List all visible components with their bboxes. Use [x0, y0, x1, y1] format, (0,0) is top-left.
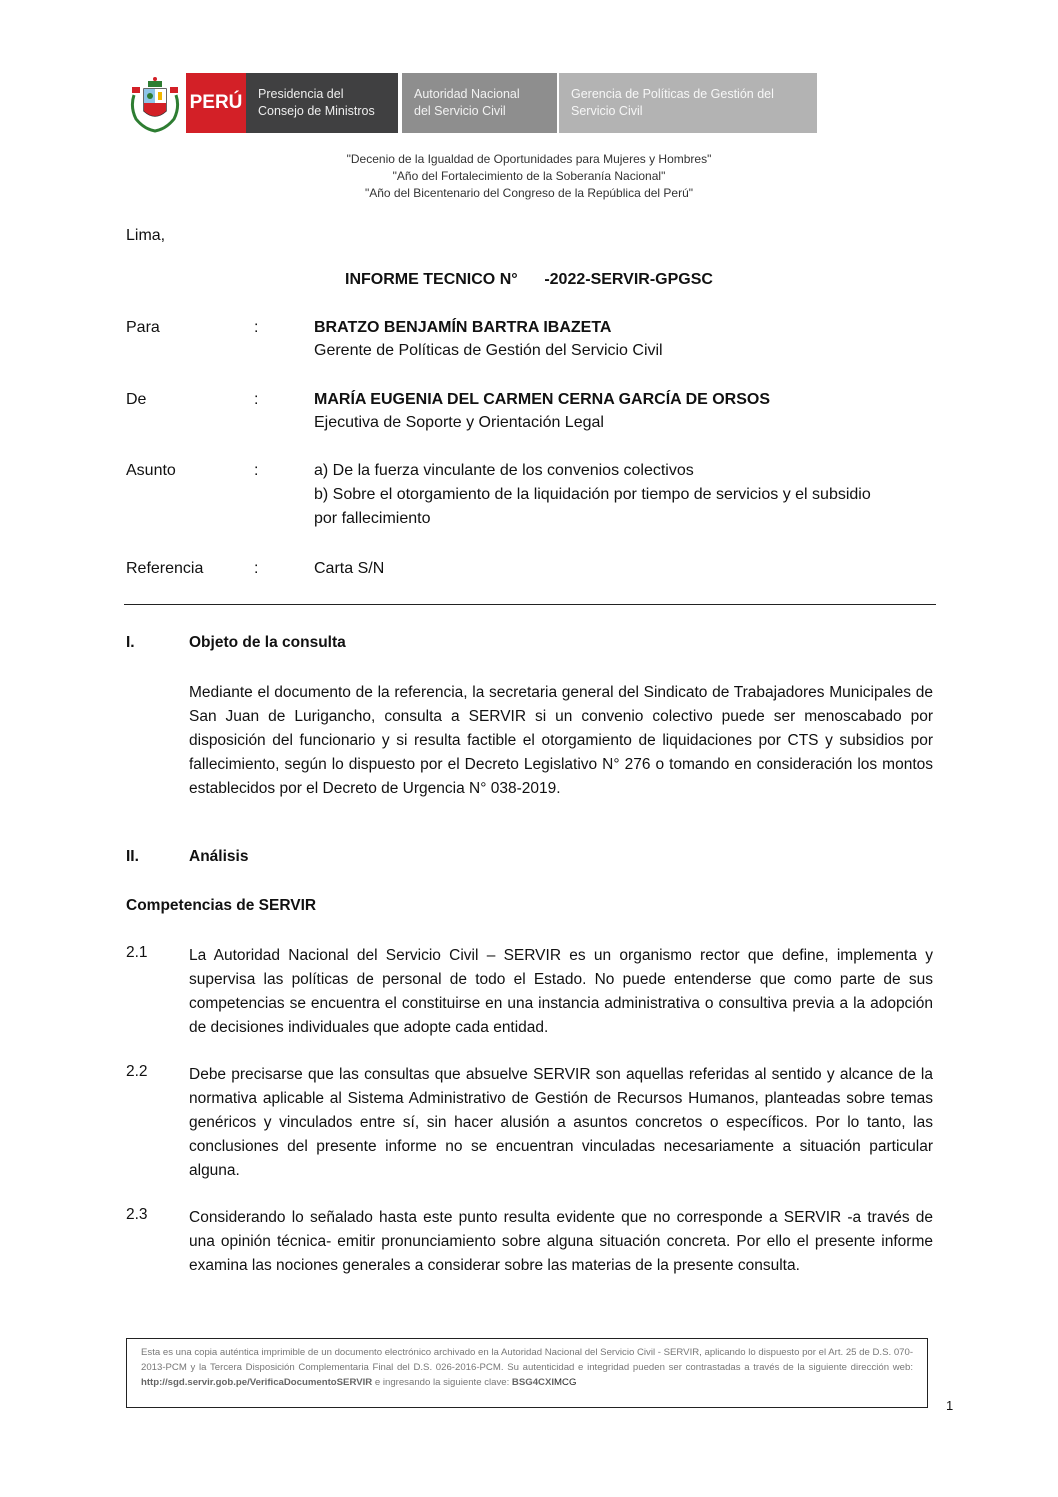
header-block-line: Presidencia del	[258, 87, 344, 101]
page-number: 1	[946, 1398, 954, 1413]
divider	[124, 604, 936, 605]
motto-line: "Decenio de la Igualdad de Oportunidades para Mujeres y Hombres"	[346, 152, 712, 166]
field-colon: :	[254, 319, 259, 336]
coat-of-arms-icon	[128, 73, 182, 133]
notice-text: e ingresando la siguiente clave:	[372, 1377, 512, 1388]
subheading: Competencias de SERVIR	[126, 897, 317, 914]
verification-suffix: MCG	[554, 1377, 577, 1388]
recipient-name: BRATZO BENJAMÍN BARTRA IBAZETA	[314, 319, 612, 336]
field-label-para: Para	[126, 319, 160, 336]
item-paragraph: La Autoridad Nacional del Servicio Civil – SERVIR es un organismo rector que define, implementa y supervisa las políticas de personal de todo el Estado. No puede entenderse que como parte de sus competencias se encuentra el constituirse en una instancia administrativa o consultiva previa a la adopción de decisiones individuales que adopte cada entidad.	[189, 947, 933, 1036]
subject-line: b) Sobre el otorgamiento de la liquidación por tiempo de servicios y el subsidio	[314, 486, 871, 503]
verification-key: BSG4CXI	[511, 1377, 555, 1388]
notice-text: Esta es una copia auténtica imprimible de un documento electrónico archivado en la Autoridad Nacional del Servicio Civil - SERVIR, aplicando lo dispuesto por el Art. 25 de D.S. 070-2013-PCM y la Tercera Disposición Complementaria Final del D.S. 026-2016-PCM. Su autenticidad e integridad pueden ser contrastadas a través de la siguiente dirección web:	[141, 1347, 914, 1373]
subject-line: por fallecimiento	[314, 510, 431, 527]
item-number: 2.3	[126, 1206, 148, 1223]
letterhead	[128, 73, 817, 133]
field-colon: :	[254, 560, 259, 577]
section-number: I.	[126, 634, 135, 651]
subject-line: a) De la fuerza vinculante de los convenios colectivos	[314, 462, 694, 479]
sender-role: Ejecutiva de Soporte y Orientación Legal	[314, 414, 604, 431]
field-label-asunto: Asunto	[126, 462, 176, 479]
report-title: INFORME TECNICO N° -2022-SERVIR-GPGSC	[345, 271, 713, 288]
item-number: 2.2	[126, 1063, 148, 1080]
section-title: Análisis	[189, 848, 249, 865]
official-mottos	[0, 151, 1058, 202]
motto-line: "Año del Fortalecimiento de la Soberanía Nacional"	[392, 169, 666, 183]
item-number: 2.1	[126, 944, 148, 961]
header-block-servir	[402, 73, 557, 133]
sender-name: MARÍA EUGENIA DEL CARMEN CERNA GARCÍA DE ORSOS	[314, 391, 771, 408]
recipient-role: Gerente de Políticas de Gestión del Servicio Civil	[314, 342, 663, 359]
reference-value: Carta S/N	[314, 560, 385, 577]
place-date: Lima,	[126, 227, 166, 244]
authenticity-notice	[126, 1338, 928, 1408]
header-block-line: Consejo de Ministros	[258, 104, 375, 118]
field-label-referencia: Referencia	[126, 560, 204, 577]
field-colon: :	[254, 391, 259, 408]
section-paragraph: Mediante el documento de la referencia, la secretaria general del Sindicato de Trabajadores Municipales de San Juan de Lurigancho, consulta a SERVIR si un convenio colectivo puede ser menoscabado por disposición del funcionario y si resulta factible el otorgamiento de liquidaciones por CTS y subsidios por fallecimiento, según lo dispuesto por el Decreto Legislativo N° 276 o tomando en consideración los montos establecidos por el Decreto de Urgencia N° 038-2019.	[189, 684, 933, 797]
verification-link[interactable]: http://sgd.servir.gob.pe/VerificaDocumentoSERVIR	[141, 1377, 373, 1388]
header-block-line: del Servicio Civil	[414, 104, 506, 118]
section-number: II.	[126, 848, 139, 865]
section-title: Objeto de la consulta	[189, 634, 346, 651]
field-label-de: De	[126, 391, 147, 408]
item-paragraph: Debe precisarse que las consultas que absuelve SERVIR son aquellas referidas al sentido y alcance de la normativa aplicable al Sistema Administrativo de Gestión de Recursos Humanos, planteadas sobre temas genéricos y vinculados entre sí, sin hacer alusión a asuntos concretos o específicos. Por lo tanto, las conclusiones del presente informe no se encuentran vinculadas necesariamente a situación particular alguna.	[189, 1066, 933, 1179]
motto-line: "Año del Bicentenario del Congreso de la República del Perú"	[364, 186, 694, 200]
peru-logo: PERÚ	[186, 73, 246, 133]
header-block-gerencia	[559, 73, 817, 133]
header-block-line: Autoridad Nacional	[414, 87, 520, 101]
item-paragraph: Considerando lo señalado hasta este punto resulta evidente que no corresponde a SERVIR -a través de una opinión técnica- emitir pronunciamiento sobre alguna situación concreta. Por ello el presente informe examina las nociones generales a considerar sobre las materias de la presente consulta.	[189, 1209, 933, 1274]
header-block-line: Gerencia de Políticas de Gestión del	[571, 87, 774, 101]
field-colon: :	[254, 462, 259, 479]
header-block-pcm	[246, 73, 398, 133]
header-block-line: Servicio Civil	[571, 104, 643, 118]
